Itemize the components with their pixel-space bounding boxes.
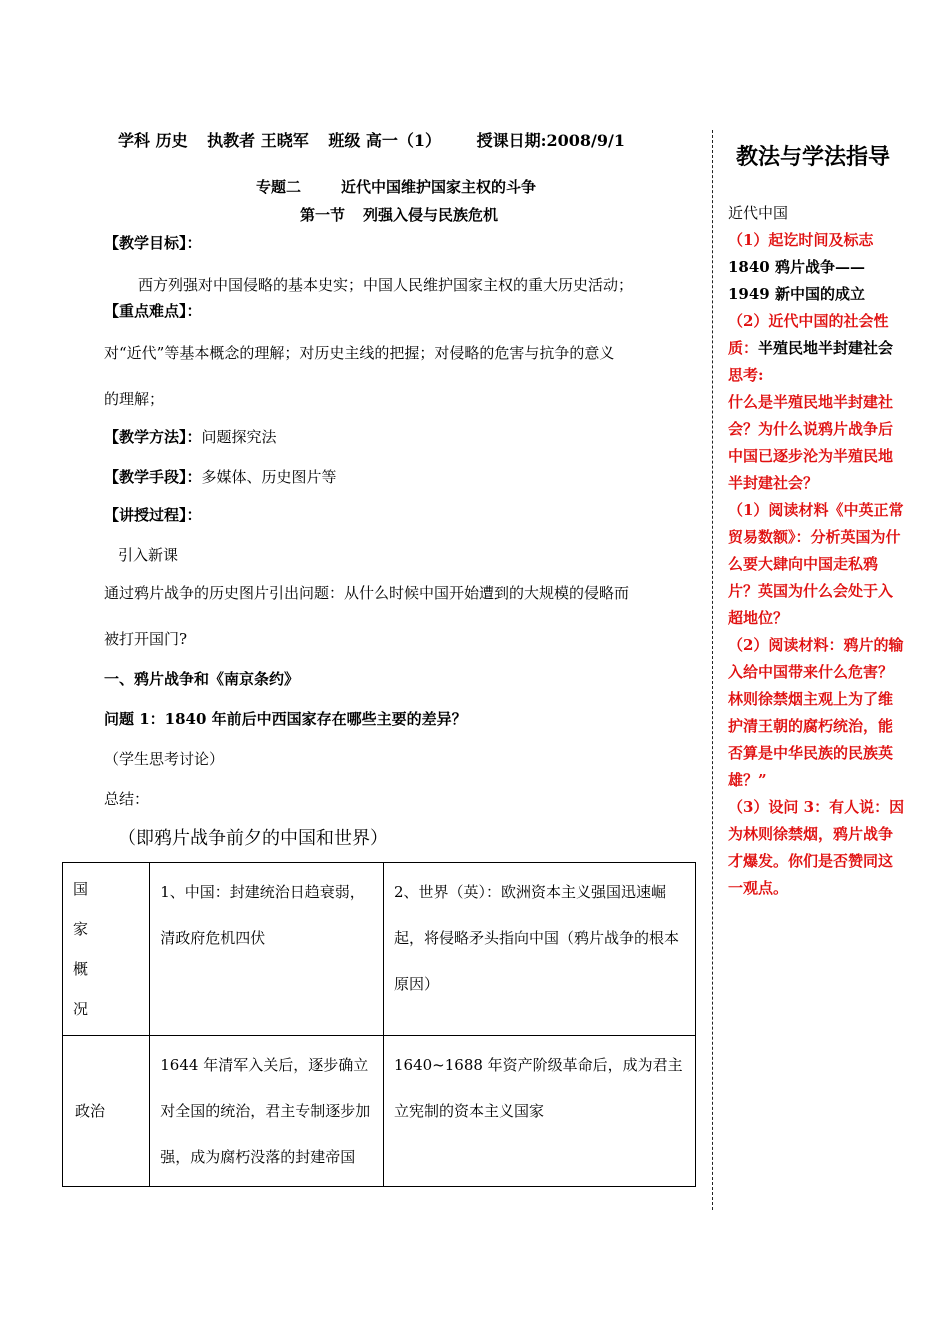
table-row <box>63 1036 696 1187</box>
table-row <box>63 863 696 1036</box>
comparison-table <box>62 862 696 1187</box>
topic-number: 专题二 <box>256 178 302 196</box>
question-1: 问题 1：1840 年前后中西国家存在哪些主要的差异？ <box>104 710 467 728</box>
row-label-cell: 政治 <box>63 1036 150 1187</box>
header-subject: 学科 历史 <box>118 131 188 150</box>
method-text: 问题探究法 <box>201 428 277 446</box>
guide-modern-china: 近代中国 <box>728 204 789 222</box>
intro-text-line2: 被打开国门? <box>104 630 188 648</box>
goals-label: 【教学目标】： <box>104 234 202 252</box>
intro-label: 引入新课 <box>118 546 179 564</box>
row-label-cell <box>63 863 150 1036</box>
guide-title: 教法与学法指导 <box>736 145 891 170</box>
guide-question-3: （3）设问 3：有人说：因为林则徐禁烟，鸦片战争才爆发。你们是否赞同这一观点。 <box>728 798 905 897</box>
process-label: 【讲授过程】： <box>104 506 202 524</box>
header-class: 班级 高一（1） <box>328 131 442 150</box>
row-label: 国家概况 <box>73 880 89 1018</box>
method-label: 【教学方法】： <box>104 428 202 446</box>
summary-label: 总结： <box>104 790 150 808</box>
topic-title <box>256 176 536 197</box>
means-label: 【教学手段】： <box>104 468 202 486</box>
header-line <box>118 128 758 151</box>
section-name: 列强入侵与民族危机 <box>363 206 499 224</box>
topic-name: 近代中国维护国家主权的斗争 <box>341 178 537 196</box>
goals-text: 西方列强对中国侵略的基本史实；中国人民维护国家主权的重大历史活动； <box>138 276 634 294</box>
guide-body <box>728 200 906 902</box>
guide-nature <box>728 308 906 362</box>
guide-period-label: （1）起讫时间及标志 <box>728 231 874 249</box>
key-label: 【重点难点】： <box>104 302 202 320</box>
discuss-note: （学生思考讨论） <box>104 750 225 768</box>
header-teacher: 执教者 王晓军 <box>207 131 309 150</box>
world-cell: 2、世界（英）：欧洲资本主义强国迅速崛起，将侵略矛头指向中国（鸦片战争的根本原因） <box>384 863 696 1036</box>
guide-think-label: 思考: <box>728 366 764 384</box>
guide-question-2: （2）阅读材料：鸦片的输入给中国带来什么危害？林则徐禁烟主观上为了维护清王朝的腐朽统治，能否算是中华民族的民族英雄？” <box>728 636 904 789</box>
guide-period-text: 1840 鸦片战争——1949 新中国的成立 <box>728 258 865 303</box>
method-row <box>104 426 277 447</box>
key-text-line2: 的理解； <box>104 390 165 408</box>
key-text-line1: 对“近代”等基本概念的理解；对历史主线的把握；对侵略的危害与抗争的意义 <box>104 344 615 362</box>
column-divider <box>712 130 713 1210</box>
means-text: 多媒体、历史图片等 <box>201 468 337 486</box>
section-number: 第一节 <box>300 206 346 224</box>
world-cell: 1640~1688 年资产阶级革命后，成为君主立宪制的资本主义国家 <box>384 1036 696 1187</box>
guide-think-text: 什么是半殖民地半封建社会？为什么说鸦片战争后中国已逐步沦为半殖民地半封建社会？ <box>728 393 894 492</box>
china-cell: 1644 年清军入关后，逐步确立对全国的统治，君主专制逐步加强，成为腐朽没落的封建帝国 <box>150 1036 384 1187</box>
means-row <box>104 466 337 487</box>
section-title <box>300 204 498 225</box>
section-heading: 一、鸦片战争和《南京条约》 <box>104 670 300 688</box>
guide-nature-label: （2）近代中国的社会性质： <box>728 312 889 357</box>
guide-nature-text: 半殖民地半封建社会 <box>758 339 894 357</box>
header-date: 授课日期:2008/9/1 <box>476 131 626 150</box>
intro-text-line1: 通过鸦片战争的历史图片引出问题：从什么时候中国开始遭到的大规模的侵略而 <box>104 584 630 602</box>
china-cell: 1、中国：封建统治日趋衰弱，清政府危机四伏 <box>150 863 384 1036</box>
guide-question-1: （1）阅读材料《中英正常贸易数额》：分析英国为什么要大肆向中国走私鸦片？英国为什么会处于入超地位？ <box>728 501 904 627</box>
table-caption: （即鸦片战争前夕的中国和世界） <box>118 828 388 849</box>
